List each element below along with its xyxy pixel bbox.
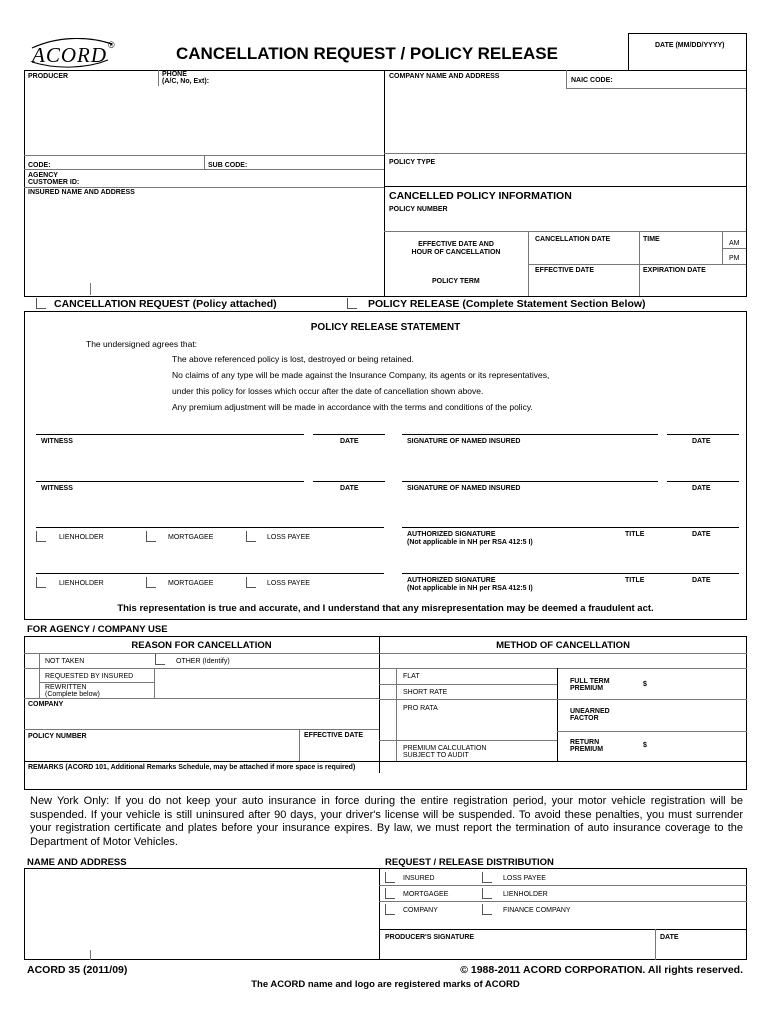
producer-label: PRODUCER bbox=[28, 73, 69, 80]
dist-insured-label: INSURED bbox=[403, 875, 435, 882]
cancellation-date-label: CANCELLATION DATE bbox=[535, 236, 611, 243]
subcode-label: SUB CODE: bbox=[208, 162, 248, 169]
statement-heading: POLICY RELEASE STATEMENT bbox=[310, 322, 461, 333]
loss-payee-2-checkbox[interactable] bbox=[246, 577, 256, 588]
mortgagee-2-label: MORTGAGEE bbox=[168, 580, 214, 587]
mortgagee-2-checkbox[interactable] bbox=[146, 577, 156, 588]
mortgagee-checkbox[interactable] bbox=[385, 888, 395, 899]
producer-field[interactable] bbox=[26, 88, 382, 154]
mortgagee-1-checkbox[interactable] bbox=[146, 531, 156, 542]
statement-line-4: Any premium adjustment will be made in accordance with the terms and conditions of the policy. bbox=[172, 402, 533, 412]
trademark-notice: The ACORD name and logo are registered marks of ACORD bbox=[251, 979, 520, 990]
date-label: DATE (MM/DD/YYYY) bbox=[655, 42, 725, 49]
policy-release-checkbox[interactable] bbox=[347, 298, 357, 309]
date-4-label: DATE bbox=[692, 577, 711, 584]
agency-policy-number-label: POLICY NUMBER bbox=[28, 733, 87, 740]
not-taken-label: NOT TAKEN bbox=[45, 658, 85, 665]
dist-finance-company-label: FINANCE COMPANY bbox=[503, 907, 571, 914]
distribution-heading: REQUEST / RELEASE DISTRIBUTION bbox=[385, 857, 554, 868]
complete-below-label: (Complete below) bbox=[45, 691, 100, 698]
agency-use-heading: FOR AGENCY / COMPANY USE bbox=[27, 624, 168, 635]
effective-date-and-label: EFFECTIVE DATE AND bbox=[418, 241, 494, 248]
other-label: OTHER (Identify) bbox=[176, 658, 230, 665]
short-rate-label: SHORT RATE bbox=[403, 689, 448, 696]
dist-loss-payee-label: LOSS PAYEE bbox=[503, 875, 546, 882]
policy-release-label: POLICY RELEASE (Complete Statement Section Below) bbox=[368, 298, 646, 310]
title-2-label: TITLE bbox=[625, 577, 645, 584]
cancellation-request-checkbox[interactable] bbox=[36, 298, 46, 309]
auth-sig-1-note: (Not applicable in NH per RSA 412:5 I) bbox=[407, 539, 533, 546]
effective-hour-label bbox=[394, 241, 518, 257]
witness-2-date-label: DATE bbox=[340, 485, 359, 492]
full-term-premium-label: PREMIUM bbox=[570, 685, 604, 692]
return-premium-label: PREMIUM bbox=[570, 746, 604, 753]
loss-payee-checkbox[interactable] bbox=[482, 872, 492, 883]
witness-1-date-label: DATE bbox=[340, 438, 359, 445]
rewritten-label: REWRITTEN bbox=[45, 684, 87, 691]
naic-code-label: NAIC CODE: bbox=[571, 77, 613, 84]
lienholder-2-label: LIENHOLDER bbox=[59, 580, 104, 587]
policy-number-label: POLICY NUMBER bbox=[389, 206, 448, 213]
name-address-heading: NAME AND ADDRESS bbox=[27, 857, 127, 868]
customer-id-label: CUSTOMER ID: bbox=[28, 179, 80, 186]
acord-logo bbox=[28, 38, 116, 68]
new-york-notice: New York Only: If you do not keep your auto insurance in force during the entire registration period, your motor vehicle registration will be suspended. If your vehicle is still uninsured after 90 days, your driver's license will be suspended. To avoid these penalties, you must surrender your registration certificate and plates before your insurance expires. By law, we must report the termination of auto insurance coverage to the Department of Motor Vehicles. bbox=[30, 795, 743, 848]
full-term-dollar: $ bbox=[643, 681, 647, 688]
auth-sig-1-label: AUTHORIZED SIGNATURE bbox=[407, 531, 496, 538]
auth-sig-2-note: (Not applicable in NH per RSA 412:5 I) bbox=[407, 585, 533, 592]
unearned-label: UNEARNED bbox=[570, 708, 610, 715]
pro-rata-label: PRO RATA bbox=[403, 705, 438, 712]
statement-line-2: No claims of any type will be made against the Insurance Company, its agents or its representatives, bbox=[172, 370, 550, 380]
agency-label: AGENCY bbox=[28, 172, 58, 179]
mortgagee-1-label: MORTGAGEE bbox=[168, 534, 214, 541]
named-insured-sig-1-label: SIGNATURE OF NAMED INSURED bbox=[407, 438, 521, 445]
company-checkbox[interactable] bbox=[385, 904, 395, 915]
auth-sig-2-label: AUTHORIZED SIGNATURE bbox=[407, 577, 496, 584]
witness-2-label: WITNESS bbox=[41, 485, 73, 492]
agency-effective-date-label: EFFECTIVE DATE bbox=[304, 732, 363, 739]
loss-payee-2-label: LOSS PAYEE bbox=[267, 580, 310, 587]
named-insured-date-1-label: DATE bbox=[692, 438, 711, 445]
company-name-field[interactable] bbox=[386, 90, 744, 152]
lienholder-1-checkbox[interactable] bbox=[36, 531, 46, 542]
subject-to-audit-label: SUBJECT TO AUDIT bbox=[403, 752, 469, 759]
date-3-label: DATE bbox=[692, 531, 711, 538]
policy-term-label: POLICY TERM bbox=[432, 278, 480, 285]
form-title: CANCELLATION REQUEST / POLICY RELEASE bbox=[176, 44, 558, 63]
lienholder-checkbox[interactable] bbox=[482, 888, 492, 899]
other-checkbox[interactable] bbox=[155, 654, 165, 665]
loss-payee-1-label: LOSS PAYEE bbox=[267, 534, 310, 541]
code-label: CODE: bbox=[28, 162, 51, 169]
cancellation-request-label: CANCELLATION REQUEST (Policy attached) bbox=[54, 298, 277, 310]
statement-line-1: The above referenced policy is lost, destroyed or being retained. bbox=[172, 354, 414, 364]
lienholder-1-label: LIENHOLDER bbox=[59, 534, 104, 541]
return-dollar: $ bbox=[643, 742, 647, 749]
reason-heading: REASON FOR CANCELLATION bbox=[131, 640, 272, 651]
dist-mortgagee-label: MORTGAGEE bbox=[403, 891, 449, 898]
insured-name-field[interactable] bbox=[26, 198, 382, 294]
witness-1-label: WITNESS bbox=[41, 438, 73, 445]
title-1-label: TITLE bbox=[625, 531, 645, 538]
company-name-label: COMPANY NAME AND ADDRESS bbox=[389, 73, 500, 80]
remarks-field[interactable] bbox=[26, 773, 745, 788]
agency-company-field[interactable] bbox=[26, 710, 376, 728]
date-box[interactable] bbox=[628, 33, 747, 71]
full-term-label: FULL TERM bbox=[570, 678, 610, 685]
lienholder-2-checkbox[interactable] bbox=[36, 577, 46, 588]
name-address-field[interactable] bbox=[26, 870, 377, 958]
return-label: RETURN bbox=[570, 739, 600, 746]
method-heading: METHOD OF CANCELLATION bbox=[496, 640, 630, 651]
statement-intro: The undersigned agrees that: bbox=[86, 339, 198, 349]
factor-label: FACTOR bbox=[570, 715, 599, 722]
attestation-text: This representation is true and accurate, and I understand that any misrepresentation may be deemed a fraudulent act. bbox=[117, 603, 654, 614]
insured-name-label: INSURED NAME AND ADDRESS bbox=[28, 189, 135, 196]
policy-number-field[interactable] bbox=[386, 214, 744, 230]
producer-signature-field[interactable] bbox=[381, 943, 653, 958]
time-label: TIME bbox=[643, 236, 660, 243]
logo-text: ACORD bbox=[32, 43, 107, 67]
premium-calculation-label: PREMIUM CALCULATION bbox=[403, 745, 487, 752]
policy-type-label: POLICY TYPE bbox=[389, 159, 436, 166]
loss-payee-1-checkbox[interactable] bbox=[246, 531, 256, 542]
producer-sig-date-label: DATE bbox=[660, 934, 679, 941]
finance-company-checkbox[interactable] bbox=[482, 904, 492, 915]
named-insured-date-2-label: DATE bbox=[692, 485, 711, 492]
insured-checkbox[interactable] bbox=[385, 872, 395, 883]
phone-sub-label: (A/C, No, Ext): bbox=[162, 78, 210, 85]
cancelled-policy-heading: CANCELLED POLICY INFORMATION bbox=[389, 190, 572, 202]
logo-registered-mark: ® bbox=[108, 40, 115, 50]
producer-signature-label: PRODUCER'S SIGNATURE bbox=[385, 934, 475, 941]
named-insured-sig-2-label: SIGNATURE OF NAMED INSURED bbox=[407, 485, 521, 492]
am-option[interactable]: AM bbox=[729, 240, 740, 247]
flat-label: FLAT bbox=[403, 673, 420, 680]
form-id: ACORD 35 (2011/09) bbox=[27, 964, 128, 976]
phone-label: PHONE bbox=[162, 71, 187, 78]
pm-option[interactable]: PM bbox=[729, 255, 740, 262]
copyright: © 1988-2011 ACORD CORPORATION. All rights reserved. bbox=[460, 964, 743, 976]
requested-by-insured-label: REQUESTED BY INSURED bbox=[45, 673, 134, 680]
statement-line-3: under this policy for losses which occur after the date of cancellation shown above. bbox=[172, 386, 484, 396]
hour-of-cancellation-label: HOUR OF CANCELLATION bbox=[411, 249, 501, 256]
remarks-label: REMARKS (ACORD 101, Additional Remarks Schedule, may be attached if more space is required) bbox=[28, 764, 356, 771]
dist-company-label: COMPANY bbox=[403, 907, 438, 914]
term-effective-date-label: EFFECTIVE DATE bbox=[535, 267, 594, 274]
term-expiration-date-label: EXPIRATION DATE bbox=[643, 267, 706, 274]
agency-company-label: COMPANY bbox=[28, 701, 64, 708]
dist-lienholder-label: LIENHOLDER bbox=[503, 891, 548, 898]
